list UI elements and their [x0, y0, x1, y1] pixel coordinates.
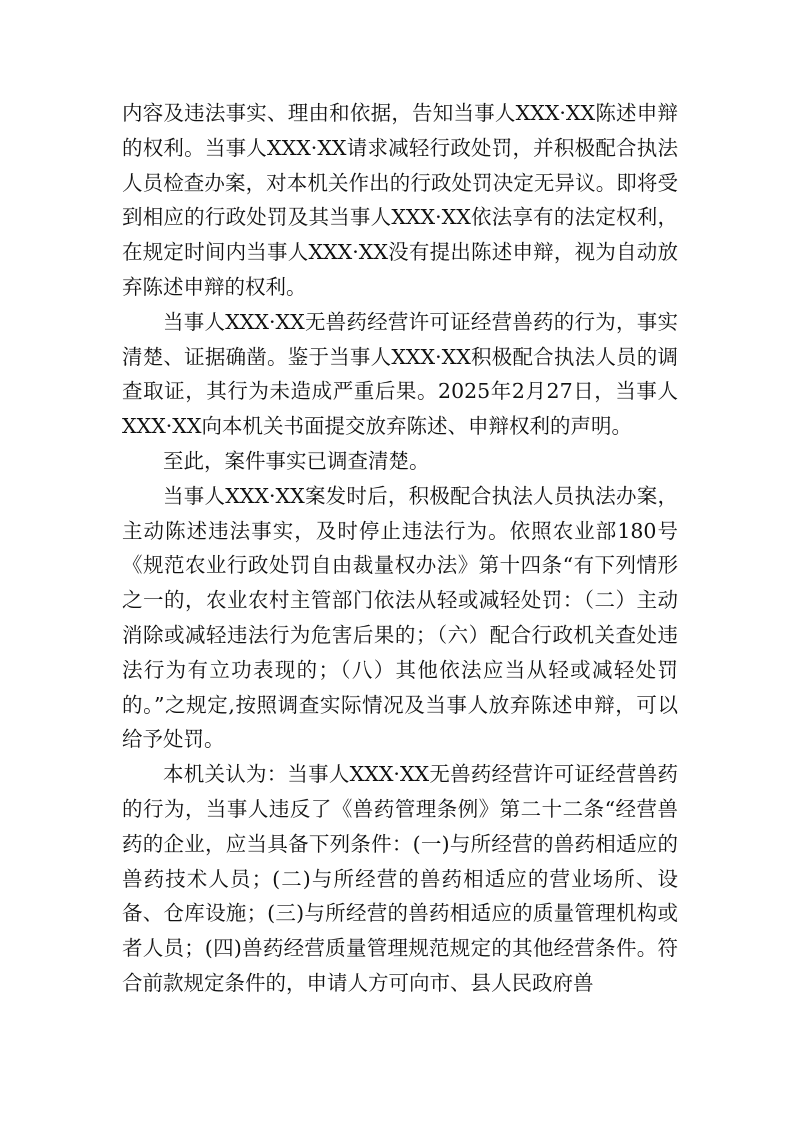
paragraph-notice-rights: 内容及违法事实、理由和依据，告知当事人XXX·XX陈述申辩的权利。当事人XXX·XX请求减轻行政处罚，并积极配合执法人员检查办案，对本机关作出的行政处罚决定无异议。即将受到相应的行政处罚及其当事人XXX·XX依法享有的法定权利，在规定时间内当事人XXX·XX没有提出陈述申辩，视为自动放弃陈述申辩的权利。	[122, 101, 678, 299]
paragraph-investigation-complete: 至此，案件事实已调查清楚。	[163, 448, 430, 473]
paragraph-agency-finding: 本机关认为：当事人XXX·XX无兽药经营许可证经营兽药的行为，当事人违反了《兽药管理条例》第二十二条“经营兽药的企业，应当具备下列条件：(一)与所经营的兽药相适应的兽药技术人员；(二)与所经营的兽药相适应的营业场所、设备、仓库设施；(三)与所经营的兽药相适应的质量管理机构或者人员；(四)兽药经营质量管理规范规定的其他经营条件。符合前款规定条件的，申请人方可向市、县人民政府兽	[122, 762, 678, 995]
paragraph-facts-clear: 当事人XXX·XX无兽药经营许可证经营兽药的行为，事实清楚、证据确凿。鉴于当事人XXX·XX积极配合执法人员的调查取证，其行为未造成严重后果。2025年2月27日，当事人XXX·XX向本机关书面提交放弃陈述、申辩权利的声明。	[122, 309, 678, 439]
paragraph-mitigation-basis: 当事人XXX·XX案发时后，积极配合执法人员执法办案，主动陈述违法事实，及时停止违法行为。依照农业部180号《规范农业行政处罚自由裁量权办法》第十四条“有下列情形之一的，农业农村主管部门依法从轻或减轻处罚：（二）主动消除或减轻违法行为危害后果的；（六）配合行政机关查处违法行为有立功表现的；（八）其他依法应当从轻或减轻处罚的。”之规定,按照调查实际情况及当事人放弃陈述申辩，可以给予处罚。	[122, 483, 678, 752]
document-body	[122, 96, 678, 1001]
